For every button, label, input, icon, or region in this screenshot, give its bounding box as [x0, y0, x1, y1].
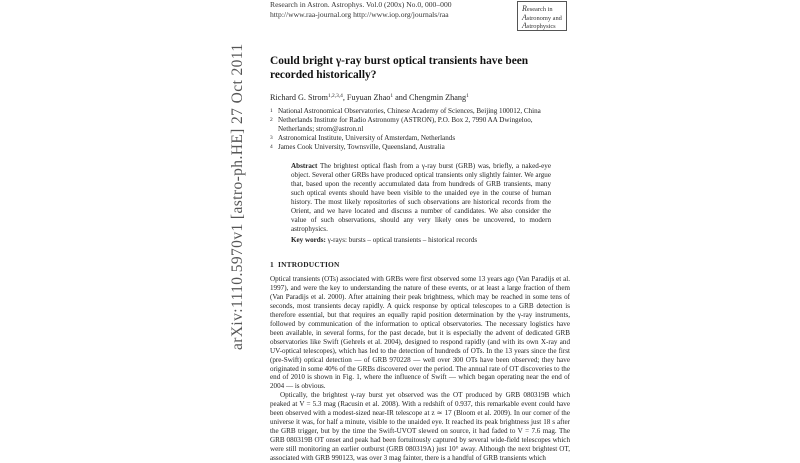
affiliation-text: National Astronomical Observatories, Chinese Academy of Sciences, Beijing 100012, China	[278, 107, 541, 115]
affiliations	[270, 107, 570, 152]
logo-word-research: esearch in	[526, 6, 553, 13]
section-number: 1	[270, 260, 274, 269]
affiliation-item	[270, 143, 570, 152]
affiliation-item	[270, 134, 570, 143]
author-3: Chengmin Zhang	[408, 93, 467, 102]
section-heading	[270, 260, 340, 269]
affiliation-item	[270, 116, 570, 134]
affiliation-number: 2	[270, 117, 273, 124]
author-list: Richard G. Strom$^{1,2,3,4}$, Fuyuan Zhao$^1$ and Chengmin Zhang$^1$	[270, 93, 469, 102]
logo-word-astronomy: stronomy and	[526, 14, 562, 22]
author-2-affil: 1	[390, 93, 394, 99]
author-3-affil: 1	[466, 93, 469, 99]
author-and: and	[395, 93, 407, 102]
logo-letter-a1: A	[522, 12, 527, 22]
journal-header	[270, 0, 452, 20]
logo-letter-r: R	[522, 4, 527, 13]
author-1: Richard G. Strom	[270, 93, 328, 102]
affiliation-text: James Cook University, Townsville, Queensland, Australia	[278, 143, 445, 152]
abstract	[291, 162, 551, 234]
abstract-label: Abstract	[291, 162, 318, 170]
keywords-text: γ-rays: bursts – optical transients – historical records	[327, 236, 478, 244]
affiliation-number: 3	[270, 135, 273, 142]
keywords-label: Key words:	[291, 236, 326, 244]
header-citation: Research in Astron. Astrophys. Vol.0 (200x) No.0, 000–000	[270, 0, 452, 9]
affiliation-text: Astronomical Institute, University of Amsterdam, Netherlands	[278, 134, 456, 143]
logo-letter-a2: A	[522, 21, 527, 31]
affiliation-item	[270, 107, 570, 116]
author-2: Fuyuan Zhao	[346, 93, 391, 102]
affiliation-text: Netherlands Institute for Radio Astronomy (ASTRON), P.O. Box 2, 7990 AA Dwingeloo, Netherlands; strom@astron.nl	[278, 116, 533, 134]
paragraph-1: Optical transients (OTs) associated with GRBs were first observed some 13 years ago (Van Paradijs et al. 1997), and were the key to understanding the nature of these events, or at least a large fraction of them (Van Paradijs et al. 2000). After attaining their peak brightness, which may be reached in some tens of seconds, most transients decay rapidly. A quick response by optical telescopes to a GRB detection is therefore essential, but that requires an equally rapid position determination by the γ-ray instruments, followed by communication of the information to optical observatories. The necessary logistics have been available, in several forms, for the past decade, but it is especially the advent of dedicated GRB observatories like Swift (Gehrels et al. 2004), designed to respond rapidly (and with its own X-ray and UV-optical telescopes), which has led to the detection of hundreds of OTs. In the 13 years since the first (pre-Swift) optical detection — of GRB 970228 — well over 300 OTs have been observed; they have originated in some 40% of the GRBs discovered over the period. The annual rate of OT discoveries to the end of 2010 is shown in Fig. 1, where the influence of Swift — which began operating near the end of 2004 — is obvious.	[270, 275, 570, 391]
journal-logo-box	[517, 1, 567, 31]
paragraph-2: Optically, the brightest γ-ray burst yet observed was the OT produced by GRB 080319B which peaked at V = 5.3 mag (Racusin et al. 2008). With a redshift of 0.937, this remarkable event could have been observed with a modest-sized near-IR telescope at z ≃ 17 (Bloom et al. 2009). In our corner of the universe it was, for half a minute, visible to the unaided eye. It reached its peak brightness just 18 s after the GRB trigger, but by the time the Swift-UVOT slewed on source, it had faded to V = 7.6 mag. The GRB 080319B OT onset and peak had been fortuitously captured by several wide-field telescopes which were still monitoring an earlier outburst (GRB 080319A) just 10° away. Although the next brightest OT, associated with GRB 990123, was over 3 mag fainter, there is a handful of GRB transients which	[270, 391, 570, 463]
header-urls[interactable]: http://www.raa-journal.org http://www.iop.org/journals/raa	[270, 10, 449, 19]
author-1-affil: 1,2,3,4	[328, 93, 343, 99]
affiliation-number: 4	[270, 144, 273, 151]
logo-word-astrophysics: strophysics	[526, 23, 556, 31]
paper-title: Could bright γ-ray burst optical transients have been recorded historically?	[270, 55, 529, 81]
body-text	[270, 275, 570, 463]
section-title: INTRODUCTION	[278, 260, 340, 269]
affiliation-number: 1	[270, 108, 273, 114]
abstract-text: The brightest optical flash from a γ-ray burst (GRB) was, briefly, a naked-eye object. Several other GRBs have produced optical transients only slightly fainter. We argue that, based upon the recently accumulated data from hundreds of GRB transients, many such optical events should have been visible to the unaided eye in the course of human history. The most likely repositories of such observations are historical records from the Orient, and we have located and discuss a number of candidates. We also consider the value of such observations, should any very likely ones be uncovered, to modern astrophysics.	[291, 162, 551, 233]
keywords	[291, 236, 551, 244]
arxiv-stamp: arXiv:1110.5970v1 [astro-ph.HE] 27 Oct 2011	[229, 43, 246, 350]
